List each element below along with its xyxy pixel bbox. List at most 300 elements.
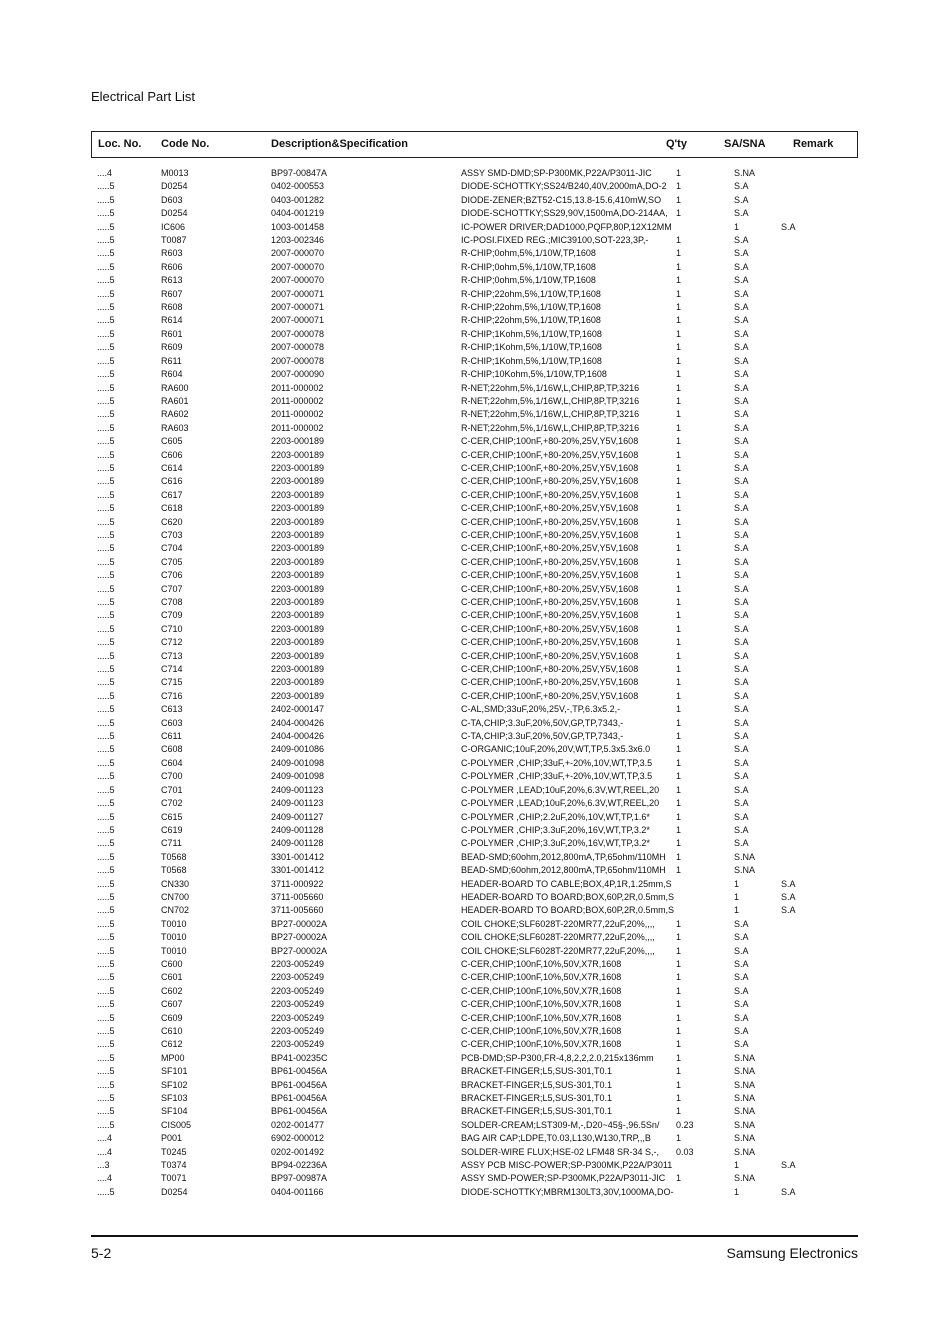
row-qty: 1 (676, 610, 682, 621)
row-code-no: 2203-005249 (271, 1039, 325, 1050)
row-qty: 1 (676, 168, 682, 178)
row-qty: 1 (676, 516, 682, 527)
row-sa-sna: S.A (734, 248, 749, 259)
row-sa-sna: S.A (734, 610, 749, 621)
row-spec: BEAD-SMD;60ohm,2012,800mA,TP,65ohm/110MH (461, 851, 666, 862)
row-sa-sna: S.A (734, 744, 749, 755)
row-level: .....5 (97, 516, 115, 527)
row-level: .....5 (97, 288, 115, 299)
table-row (0, 489, 950, 502)
table-row (0, 1038, 950, 1051)
row-code-no: BP94-02236A (271, 1160, 328, 1171)
row-code-no: 2007-000078 (271, 328, 325, 339)
row-level: .....5 (97, 422, 115, 433)
row-loc-no: R601 (161, 328, 183, 339)
parts-table-body (0, 167, 950, 1199)
row-qty: 1 (676, 409, 682, 420)
row-level: .....5 (97, 436, 115, 447)
header-code: Code No. (161, 138, 210, 150)
row-level: ...3 (97, 1160, 110, 1171)
table-row (0, 757, 950, 770)
row-code-no: 2203-000189 (271, 529, 325, 540)
row-sa-sna: S.NA (734, 1093, 756, 1104)
row-spec: HEADER-BOARD TO BOARD;BOX,60P,2R,0.5mm,S (461, 891, 675, 902)
row-sa-sna: S.A (734, 382, 749, 393)
row-code-no: 2203-000189 (271, 543, 325, 554)
row-qty: 1 (676, 208, 682, 219)
row-spec: COIL CHOKE;SLF6028T-220MR77,22uF,20%,,,, (461, 918, 655, 929)
row-level: .....5 (97, 798, 115, 809)
row-sa-sna: S.A (734, 771, 749, 782)
row-spec: HEADER-BOARD TO BOARD;BOX,60P,2R,0.5mm,S (461, 905, 675, 916)
row-code-no: 2007-000090 (271, 369, 325, 380)
row-level: .....5 (97, 1106, 115, 1117)
row-qty: 1 (676, 999, 682, 1010)
row-qty: 1 (676, 811, 682, 822)
row-code-no: 0404-001166 (271, 1186, 324, 1197)
table-row (0, 650, 950, 663)
row-loc-no: T0010 (161, 932, 187, 943)
row-level: .....5 (97, 1039, 115, 1050)
row-loc-no: D603 (161, 194, 183, 205)
row-spec: BRACKET-FINGER;L5,SUS-301,T0.1 (461, 1079, 613, 1090)
row-code-no: BP27-00002A (271, 932, 328, 943)
row-loc-no: C606 (161, 449, 183, 460)
row-level: .....5 (97, 382, 115, 393)
row-spec: HEADER-BOARD TO CABLE;BOX,4P,1R,1.25mm,S (461, 878, 672, 889)
row-code-no: 3301-001412 (271, 865, 325, 876)
row-loc-no: T0568 (161, 865, 187, 876)
table-row (0, 368, 950, 381)
row-code-no: 2203-005249 (271, 1026, 325, 1036)
row-sa-sna: S.A (734, 570, 749, 581)
row-sa-sna: S.NA (734, 1106, 756, 1117)
row-level: .....5 (97, 597, 115, 607)
row-loc-no: C703 (161, 529, 183, 540)
row-sa-sna: S.A (734, 757, 749, 768)
row-loc-no: C706 (161, 570, 183, 581)
row-code-no: 2409-001128 (271, 838, 324, 849)
row-loc-no: R611 (161, 355, 182, 366)
row-level: .....5 (97, 503, 115, 514)
row-spec: ASSY SMD-DMD;SP-P300MK,P22A/P3011-JIC (461, 168, 652, 178)
row-level: .....5 (97, 355, 115, 366)
row-qty: 1 (676, 1079, 682, 1090)
row-code-no: 0403-001282 (271, 194, 325, 205)
row-sa-sna: S.A (734, 476, 749, 487)
row-loc-no: C601 (161, 972, 183, 983)
row-level: .....5 (97, 717, 115, 728)
table-row (0, 717, 950, 730)
row-spec: C-POLYMER ,CHIP;2.2uF,20%,10V,WT,TP,1.6* (461, 811, 650, 822)
row-spec: C-AL,SMD;33uF,20%,25V,-,TP,6.3x5.2,- (461, 704, 621, 715)
table-row (0, 878, 950, 891)
row-spec: C-CER,CHIP;100nF,+80-20%,25V,Y5V,1608 (461, 556, 639, 567)
row-code-no: 2203-005249 (271, 1012, 325, 1023)
row-spec: DIODE-SCHOTTKY;SS29,90V,1500mA,DO-214AA, (461, 208, 668, 219)
row-loc-no: R609 (161, 342, 183, 353)
row-sa-sna: S.NA (734, 865, 756, 876)
row-spec: ASSY PCB MISC-POWER;SP-P300MK,P22A/P3011 (461, 1160, 673, 1171)
table-row (0, 422, 950, 435)
table-row (0, 811, 950, 824)
table-row (0, 824, 950, 837)
row-loc-no: RA601 (161, 395, 189, 406)
row-level: .....5 (97, 529, 115, 540)
row-loc-no: C605 (161, 436, 183, 447)
row-qty: 1 (676, 690, 682, 701)
table-row (0, 167, 950, 180)
table-row (0, 985, 950, 998)
row-loc-no: T0071 (161, 1173, 187, 1184)
row-qty: 1 (676, 731, 682, 742)
row-loc-no: C604 (161, 757, 183, 768)
row-level: .....5 (97, 610, 115, 621)
row-remark: S.A (781, 905, 796, 916)
row-sa-sna: S.A (734, 838, 749, 849)
row-spec: DIODE-SCHOTTKY;SS24/B240,40V,2000mA,DO-2 (461, 181, 667, 192)
row-qty: 1 (676, 771, 682, 782)
row-qty: 1 (676, 194, 682, 205)
row-loc-no: C608 (161, 744, 183, 755)
row-spec: COIL CHOKE;SLF6028T-220MR77,22uF,20%,,,, (461, 932, 655, 943)
row-code-no: BP97-00847A (271, 168, 328, 178)
table-row (0, 837, 950, 850)
row-qty: 1 (676, 838, 682, 849)
row-level: .....5 (97, 958, 115, 969)
table-row (0, 314, 950, 327)
row-level: .....5 (97, 1093, 115, 1104)
row-spec: C-POLYMER ,LEAD;10uF,20%,6.3V,WT,REEL,20 (461, 798, 660, 809)
row-code-no: 2203-000189 (271, 516, 325, 527)
row-level: .....5 (97, 784, 115, 795)
table-row (0, 475, 950, 488)
row-spec: C-POLYMER ,CHIP;33uF,+-20%,10V,WT,TP,3.5 (461, 771, 653, 782)
row-qty: 1 (676, 570, 682, 581)
row-spec: R-CHIP;1Kohm,5%,1/10W,TP,1608 (461, 328, 602, 339)
row-level: .....5 (97, 664, 115, 675)
row-level: .....5 (97, 181, 115, 192)
row-qty: 1 (676, 798, 682, 809)
row-spec: BRACKET-FINGER;L5,SUS-301,T0.1 (461, 1066, 613, 1077)
row-spec: C-CER,CHIP;100nF,10%,50V,X7R,1608 (461, 985, 622, 996)
row-level: .....5 (97, 1079, 115, 1090)
row-level: .....5 (97, 623, 115, 634)
row-code-no: 2203-000189 (271, 462, 325, 473)
row-loc-no: T0374 (161, 1160, 187, 1171)
row-code-no: 2011-000002 (271, 409, 324, 420)
row-sa-sna: S.A (734, 798, 749, 809)
row-qty: 0.03 (676, 1146, 694, 1157)
table-row (0, 703, 950, 716)
row-loc-no: C715 (161, 677, 183, 688)
row-sa-sna: S.A (734, 395, 749, 406)
row-sa-sna: S.A (734, 355, 749, 366)
row-spec: C-CER,CHIP;100nF,+80-20%,25V,Y5V,1608 (461, 503, 639, 514)
row-loc-no: C612 (161, 1039, 183, 1050)
table-row (0, 395, 950, 408)
row-sa-sna: S.A (734, 543, 749, 554)
row-level: .....5 (97, 395, 115, 406)
row-loc-no: SF102 (161, 1079, 188, 1090)
row-code-no: 2404-000426 (271, 717, 325, 728)
row-sa-sna: S.A (734, 261, 749, 272)
row-sa-sna: S.A (734, 1039, 749, 1050)
row-code-no: 2011-000002 (271, 395, 324, 406)
table-row (0, 301, 950, 314)
row-loc-no: C617 (161, 489, 183, 500)
table-row (0, 194, 950, 207)
row-spec: C-CER,CHIP;100nF,10%,50V,X7R,1608 (461, 1012, 622, 1023)
table-row (0, 891, 950, 904)
row-qty: 1 (676, 623, 682, 634)
row-qty-alt: 1 (734, 1186, 740, 1197)
table-row (0, 743, 950, 756)
table-row (0, 1132, 950, 1145)
row-spec: C-CER,CHIP;100nF,+80-20%,25V,Y5V,1608 (461, 570, 639, 581)
row-code-no: 2203-005249 (271, 985, 325, 996)
row-code-no: 6902-000012 (271, 1133, 325, 1144)
row-loc-no: CN330 (161, 878, 190, 889)
row-sa-sna: S.A (734, 583, 749, 594)
row-level: .....5 (97, 261, 115, 272)
row-code-no: BP27-00002A (271, 945, 328, 956)
table-row (0, 864, 950, 877)
row-code-no: 2203-000189 (271, 664, 325, 675)
row-spec: C-CER,CHIP;100nF,+80-20%,25V,Y5V,1608 (461, 583, 639, 594)
row-qty: 1 (676, 985, 682, 996)
row-loc-no: C618 (161, 503, 183, 514)
table-row (0, 382, 950, 395)
row-code-no: 3711-000922 (271, 878, 324, 889)
table-row (0, 516, 950, 529)
row-spec: C-CER,CHIP;100nF,+80-20%,25V,Y5V,1608 (461, 516, 639, 527)
row-sa-sna: S.A (734, 302, 749, 313)
row-qty: 1 (676, 476, 682, 487)
table-row (0, 435, 950, 448)
row-level: .....5 (97, 302, 115, 313)
row-loc-no: T0087 (161, 235, 187, 246)
row-qty: 1 (676, 1106, 682, 1117)
row-code-no: 2007-000070 (271, 248, 325, 259)
table-row (0, 207, 950, 220)
table-row (0, 851, 950, 864)
row-loc-no: T0010 (161, 945, 187, 956)
row-loc-no: C613 (161, 704, 183, 715)
row-spec: ASSY SMD-POWER;SP-P300MK,P22A/P3011-JIC (461, 1173, 666, 1184)
row-code-no: 2011-000002 (271, 382, 324, 393)
row-sa-sna: S.A (734, 288, 749, 299)
row-level: .....5 (97, 194, 115, 205)
row-sa-sna: S.A (734, 650, 749, 661)
row-loc-no: C700 (161, 771, 183, 782)
row-qty: 1 (676, 677, 682, 688)
row-qty: 1 (676, 744, 682, 755)
table-row (0, 918, 950, 931)
row-qty: 1 (676, 597, 682, 607)
row-remark: S.A (781, 1186, 796, 1197)
row-code-no: 2404-000426 (271, 731, 325, 742)
row-qty: 1 (676, 717, 682, 728)
row-loc-no: C705 (161, 556, 183, 567)
row-code-no: 2203-000189 (271, 489, 325, 500)
row-sa-sna: S.A (734, 489, 749, 500)
row-qty-alt: 1 (734, 221, 740, 232)
row-level: .....5 (97, 985, 115, 996)
table-row (0, 797, 950, 810)
row-sa-sna: S.A (734, 328, 749, 339)
row-code-no: BP41-00235C (271, 1052, 328, 1063)
row-level: .....5 (97, 449, 115, 460)
row-spec: DIODE-ZENER;BZT52-C15,13.8-15.6,410mW,SO (461, 194, 662, 205)
table-row (0, 328, 950, 341)
row-level: .....5 (97, 704, 115, 715)
row-loc-no: C602 (161, 985, 183, 996)
header-remark: Remark (793, 138, 834, 150)
table-row (0, 462, 950, 475)
row-remark: S.A (781, 891, 796, 902)
row-qty: 1 (676, 1066, 682, 1077)
row-loc-no: SF104 (161, 1106, 188, 1117)
row-loc-no: C702 (161, 798, 183, 809)
row-qty: 1 (676, 664, 682, 675)
table-row (0, 341, 950, 354)
row-spec: PCB-DMD;SP-P300,FR-4,8,2,2,2.0,215x136mm (461, 1052, 654, 1063)
row-qty: 1 (676, 315, 682, 326)
row-spec: C-CER,CHIP;100nF,+80-20%,25V,Y5V,1608 (461, 623, 639, 634)
row-spec: R-CHIP;22ohm,5%,1/10W,TP,1608 (461, 302, 601, 313)
row-spec: R-CHIP;1Kohm,5%,1/10W,TP,1608 (461, 355, 602, 366)
row-spec: R-CHIP;22ohm,5%,1/10W,TP,1608 (461, 315, 601, 326)
row-qty: 1 (676, 972, 682, 983)
row-code-no: 3711-005660 (271, 905, 324, 916)
row-level: .....5 (97, 757, 115, 768)
row-qty: 1 (676, 1012, 682, 1023)
row-level: .....5 (97, 476, 115, 487)
row-loc-no: C619 (161, 824, 183, 835)
row-code-no: 2409-001128 (271, 824, 324, 835)
row-sa-sna: S.A (734, 1026, 749, 1036)
row-spec: R-NET;22ohm,5%,1/16W,L,CHIP,8P,TP,3216 (461, 422, 640, 433)
row-sa-sna: S.NA (734, 1066, 756, 1077)
row-spec: R-CHIP;22ohm,5%,1/10W,TP,1608 (461, 288, 601, 299)
row-qty: 1 (676, 865, 682, 876)
table-row (0, 1092, 950, 1105)
row-spec: C-TA,CHIP;3.3uF,20%,50V,GP,TP,7343,- (461, 731, 624, 742)
row-spec: C-CER,CHIP;100nF,10%,50V,X7R,1608 (461, 958, 622, 969)
row-code-no: 2203-000189 (271, 637, 325, 648)
row-level: .....5 (97, 1186, 115, 1197)
row-level: .....5 (97, 556, 115, 567)
table-row (0, 784, 950, 797)
row-spec: C-CER,CHIP;100nF,+80-20%,25V,Y5V,1608 (461, 664, 639, 675)
row-code-no: 2409-001127 (271, 811, 324, 822)
row-qty: 1 (676, 1173, 682, 1184)
row-sa-sna: S.A (734, 999, 749, 1010)
row-loc-no: R607 (161, 288, 183, 299)
row-code-no: 0402-000553 (271, 181, 325, 192)
row-spec: R-NET;22ohm,5%,1/16W,L,CHIP,8P,TP,3216 (461, 395, 640, 406)
row-qty: 1 (676, 449, 682, 460)
row-level: .....5 (97, 811, 115, 822)
row-loc-no: C709 (161, 610, 183, 621)
row-loc-no: C611 (161, 731, 182, 742)
table-row (0, 1025, 950, 1038)
table-row (0, 261, 950, 274)
row-sa-sna: S.A (734, 1012, 749, 1023)
row-spec: C-CER,CHIP;100nF,+80-20%,25V,Y5V,1608 (461, 690, 639, 701)
row-qty: 1 (676, 932, 682, 943)
row-sa-sna: S.A (734, 784, 749, 795)
row-spec: COIL CHOKE;SLF6028T-220MR77,22uF,20%,,,, (461, 945, 655, 956)
table-row (0, 770, 950, 783)
row-qty: 1 (676, 342, 682, 353)
row-sa-sna: S.A (734, 529, 749, 540)
row-level: .....5 (97, 462, 115, 473)
row-spec: C-CER,CHIP;100nF,+80-20%,25V,Y5V,1608 (461, 436, 639, 447)
row-sa-sna: S.A (734, 235, 749, 246)
row-code-no: 2409-001098 (271, 757, 325, 768)
row-qty: 1 (676, 1052, 682, 1063)
row-spec: BAG AIR CAP;LDPE,T0.03,L130,W130,TRP,,,B (461, 1133, 651, 1144)
row-level: .....5 (97, 945, 115, 956)
row-remark: S.A (781, 1160, 796, 1171)
table-row (0, 730, 950, 743)
row-loc-no: C714 (161, 664, 183, 675)
row-loc-no: R606 (161, 261, 183, 272)
table-row (0, 1146, 950, 1159)
footer-divider (91, 1235, 858, 1237)
row-loc-no: C614 (161, 462, 183, 473)
row-sa-sna: S.A (734, 677, 749, 688)
row-spec: IC-POSI.FIXED REG.;MIC39100,SOT-223,3P,- (461, 235, 649, 246)
row-spec: C-CER,CHIP;100nF,10%,50V,X7R,1608 (461, 999, 622, 1010)
row-sa-sna: S.A (734, 704, 749, 715)
row-code-no: 2203-000189 (271, 570, 325, 581)
table-row (0, 274, 950, 287)
page-number: 5-2 (91, 1245, 112, 1261)
row-loc-no: C707 (161, 583, 183, 594)
row-level: ....4 (97, 1173, 113, 1184)
row-spec: C-CER,CHIP;100nF,+80-20%,25V,Y5V,1608 (461, 597, 639, 607)
row-sa-sna: S.A (734, 181, 749, 192)
row-spec: R-CHIP;0ohm,5%,1/10W,TP,1608 (461, 248, 596, 259)
row-spec: C-CER,CHIP;100nF,+80-20%,25V,Y5V,1608 (461, 543, 639, 554)
row-spec: BRACKET-FINGER;L5,SUS-301,T0.1 (461, 1106, 613, 1117)
row-code-no: 0202-001492 (271, 1146, 325, 1157)
row-loc-no: C610 (161, 1026, 183, 1036)
row-code-no: 2007-000078 (271, 355, 325, 366)
row-loc-no: RA600 (161, 382, 189, 393)
row-level: .....5 (97, 972, 115, 983)
row-spec: C-CER,CHIP;100nF,10%,50V,X7R,1608 (461, 1039, 622, 1050)
row-qty: 1 (676, 302, 682, 313)
row-code-no: 2011-000002 (271, 422, 324, 433)
row-code-no: 2007-000071 (271, 315, 325, 326)
row-sa-sna: S.NA (734, 168, 756, 178)
row-spec: R-CHIP;0ohm,5%,1/10W,TP,1608 (461, 275, 596, 286)
row-code-no: BP61-00456A (271, 1066, 328, 1077)
row-loc-no: C710 (161, 623, 183, 634)
table-row (0, 998, 950, 1011)
header-desc: Description&Specification (271, 138, 408, 150)
row-qty: 1 (676, 543, 682, 554)
table-row (0, 529, 950, 542)
row-loc-no: C600 (161, 958, 183, 969)
table-row (0, 569, 950, 582)
row-level: .....5 (97, 543, 115, 554)
row-code-no: BP61-00456A (271, 1079, 328, 1090)
